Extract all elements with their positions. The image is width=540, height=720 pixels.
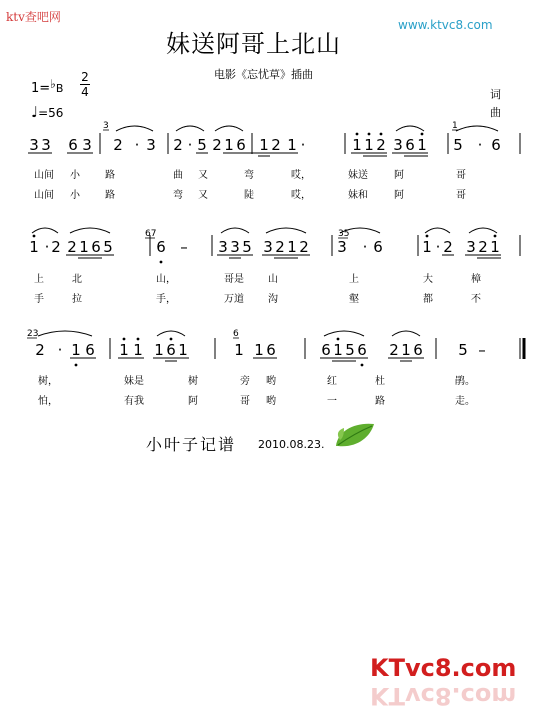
- time-bottom: 4: [81, 85, 89, 99]
- score-note: 6: [68, 136, 78, 154]
- score-note: 6: [85, 341, 95, 359]
- score-note: 1: [401, 341, 411, 359]
- score-note: 1: [133, 341, 143, 359]
- score-note: 5: [453, 136, 463, 154]
- lyric-syllable: 陡: [244, 190, 254, 201]
- score-note: 6: [373, 238, 383, 256]
- score-note: 5: [103, 238, 113, 256]
- lyric-syllable: 哎，: [291, 170, 311, 181]
- score-note: 6: [491, 136, 501, 154]
- score-note: 1: [224, 136, 234, 154]
- lyric-syllable: 又: [198, 170, 208, 181]
- transcriber-signature: 小叶子记谱: [146, 435, 237, 454]
- score-note: 1: [352, 136, 362, 154]
- lyric-syllable: 又: [198, 190, 208, 201]
- score-note: 3: [230, 238, 240, 256]
- grace-note: 1: [452, 121, 458, 131]
- octave-dot-high: [137, 338, 140, 341]
- lyric-syllable: 旁: [240, 376, 250, 387]
- score-note: 1: [417, 136, 427, 154]
- slur-arc: [70, 228, 110, 233]
- octave-dot-high: [33, 235, 36, 238]
- transcription-date: 2010.08.23.: [258, 438, 325, 451]
- quarter-note-icon: ♩: [31, 103, 39, 121]
- lyric-syllable: 哥: [456, 190, 466, 201]
- lyric-syllable: 哎，: [291, 190, 311, 201]
- grace-note: 23: [27, 329, 39, 339]
- lyric-syllable: 鹃。: [455, 376, 475, 387]
- score-note: 6: [91, 238, 101, 256]
- song-subtitle: 电影《忘忧草》插曲: [214, 68, 313, 81]
- lyric-syllable: 山间: [34, 190, 54, 201]
- score-note: 1: [234, 341, 244, 359]
- score-note: 2: [275, 238, 285, 256]
- score-note: 2: [299, 238, 309, 256]
- score-note: ·: [44, 238, 50, 256]
- score-note: 1: [79, 238, 89, 256]
- slur-arc: [116, 126, 153, 131]
- score-note: 2: [173, 136, 183, 154]
- slur-arc: [157, 331, 185, 336]
- score-note: 1: [333, 341, 343, 359]
- score-note: 1: [154, 341, 164, 359]
- score-note: 3: [263, 238, 273, 256]
- score-note: 3: [41, 136, 51, 154]
- score-note: 1: [254, 341, 264, 359]
- lyric-syllable: 阿: [394, 190, 404, 201]
- credit-music: 曲: [490, 106, 501, 119]
- lyric-syllable: 红: [327, 376, 337, 387]
- lyric-syllable: 哥: [240, 396, 250, 407]
- score-note: 3: [82, 136, 92, 154]
- slur-arc: [32, 228, 58, 233]
- lyric-syllable: 壑: [349, 294, 359, 305]
- score-note: 2: [67, 238, 77, 256]
- lyric-syllable: 万道: [224, 294, 244, 305]
- score-note: 3: [466, 238, 476, 256]
- watermark-left: ktv查吧网: [6, 10, 61, 24]
- score-note: 2: [113, 136, 123, 154]
- lyric-syllable: 山: [268, 274, 278, 285]
- octave-dot-low: [160, 261, 163, 264]
- lyric-syllable: 走。: [455, 396, 475, 407]
- leaf-icon: [330, 418, 378, 452]
- score-note: 2: [271, 136, 281, 154]
- key-note: B: [55, 82, 64, 95]
- lyric-syllable: 山，: [156, 274, 176, 285]
- slur-arc: [215, 126, 243, 131]
- song-title: 妹送阿哥上北山: [166, 30, 341, 58]
- score-note: 6: [266, 341, 276, 359]
- score-note: 2: [376, 136, 386, 154]
- lyric-syllable: 阿: [394, 170, 404, 181]
- score-note: ·: [300, 136, 306, 154]
- score-note: 6: [405, 136, 415, 154]
- lyric-syllable: 哟: [266, 396, 276, 407]
- score-note: 6: [357, 341, 367, 359]
- lyric-syllable: 不: [471, 294, 481, 305]
- score-note: ·: [134, 136, 140, 154]
- grace-note: 3: [103, 121, 109, 131]
- score-note: 6: [413, 341, 423, 359]
- score-note: 1: [29, 238, 39, 256]
- score-note: 1: [287, 136, 297, 154]
- score-note: 5: [345, 341, 355, 359]
- lyric-syllable: 一: [327, 396, 337, 407]
- lyric-syllable: 树: [188, 376, 198, 387]
- lyric-syllable: 哟: [266, 376, 276, 387]
- octave-dot-high: [368, 133, 371, 136]
- slur-arc: [221, 228, 249, 233]
- score-note: ·: [187, 136, 193, 154]
- slur-arc: [456, 126, 498, 131]
- slur-arc: [392, 331, 420, 336]
- octave-dot-low: [75, 364, 78, 367]
- lyric-syllable: 哥是: [224, 274, 244, 285]
- tempo-value: =56: [38, 106, 64, 120]
- slur-arc: [425, 228, 450, 233]
- octave-dot-high: [421, 133, 424, 136]
- lyric-syllable: 杜: [375, 376, 385, 387]
- score-note: 1: [259, 136, 269, 154]
- score-note: 2: [212, 136, 222, 154]
- lyric-syllable: 大: [423, 274, 433, 285]
- lyric-syllable: 路: [105, 170, 115, 181]
- lyric-syllable: 拉: [72, 294, 82, 305]
- lyric-syllable: 沟: [268, 294, 278, 305]
- lyric-syllable: 上: [349, 274, 359, 285]
- octave-dot-high: [123, 338, 126, 341]
- grace-note: 6: [233, 329, 239, 339]
- slur-arc: [396, 126, 424, 131]
- site-logo: KTvc8.com: [370, 654, 517, 682]
- credit-lyrics: 词: [490, 88, 501, 101]
- score-note: ·: [477, 136, 483, 154]
- score-note: 1: [178, 341, 188, 359]
- lyric-syllable: 山间: [34, 170, 54, 181]
- score-note: ·: [362, 238, 368, 256]
- lyric-syllable: 小: [70, 170, 80, 181]
- lyric-syllable: 妹送: [348, 170, 368, 181]
- score-note: 2: [389, 341, 399, 359]
- score-marks: [27, 121, 524, 366]
- watermark-right: www.ktvc8.com: [398, 18, 493, 32]
- score-note: 1: [490, 238, 500, 256]
- grace-note: 35: [338, 229, 350, 239]
- slur-arc: [38, 331, 92, 336]
- score-note: 5: [242, 238, 252, 256]
- lyric-syllable: 小: [70, 190, 80, 201]
- score-note: 1: [422, 238, 432, 256]
- score-note: 1: [71, 341, 81, 359]
- score-note: 2: [35, 341, 45, 359]
- score-note: 6: [166, 341, 176, 359]
- octave-dot-high: [356, 133, 359, 136]
- score-note: 6: [236, 136, 246, 154]
- lyric-syllable: 曲: [173, 170, 183, 181]
- lyric-syllable: 树，: [38, 376, 58, 387]
- key-prefix: 1=: [31, 81, 51, 96]
- score-note: 3: [146, 136, 156, 154]
- slur-arc: [266, 228, 306, 233]
- score-note: 1: [364, 136, 374, 154]
- lyric-syllable: 弯: [244, 170, 254, 181]
- lyric-syllable: 妹和: [348, 190, 368, 201]
- score-note: 1: [287, 238, 297, 256]
- lyric-syllable: 路: [105, 190, 115, 201]
- lyric-syllable: 哥: [456, 170, 466, 181]
- score-note: 1: [119, 341, 129, 359]
- score-note: ·: [435, 238, 441, 256]
- score-note: 2: [443, 238, 453, 256]
- lyric-syllable: 妹是: [124, 376, 144, 387]
- lyric-syllable: 北: [72, 274, 82, 285]
- lyric-syllable: 阿: [188, 396, 198, 407]
- site-logo-reflection: KTvc8.com: [370, 682, 517, 710]
- lyric-syllable: 路: [375, 396, 385, 407]
- score-note: 5: [197, 136, 207, 154]
- lyric-syllable: 有我: [124, 396, 144, 407]
- lyric-syllable: 都: [423, 294, 433, 305]
- lyric-syllable: 樟: [471, 274, 481, 285]
- octave-dot-high: [426, 235, 429, 238]
- score-note: 3: [393, 136, 403, 154]
- octave-dot-high: [337, 338, 340, 341]
- score-note: 2: [478, 238, 488, 256]
- score-note: ·: [57, 341, 63, 359]
- lyric-syllable: 怕，: [38, 396, 58, 407]
- lyric-syllable: 弯: [173, 190, 183, 201]
- slur-arc: [469, 228, 497, 233]
- score-note: 3: [29, 136, 39, 154]
- lyric-syllable: 上: [34, 274, 44, 285]
- time-top: 2: [81, 70, 89, 84]
- lyric-syllable: 手，: [156, 294, 176, 305]
- score-note: 3: [337, 238, 347, 256]
- slur-arc: [176, 126, 204, 131]
- score-note: 6: [321, 341, 331, 359]
- score-note: –: [478, 341, 486, 359]
- score-note: –: [180, 238, 188, 256]
- slur-arc: [324, 331, 364, 336]
- key-flat: ♭: [50, 77, 56, 91]
- score-note: 3: [218, 238, 228, 256]
- octave-dot-high: [380, 133, 383, 136]
- score-note: 6: [156, 238, 166, 256]
- lyric-syllable: 手: [34, 294, 44, 305]
- score-note: 5: [458, 341, 468, 359]
- octave-dot-low: [361, 364, 364, 367]
- score-note: 2: [51, 238, 61, 256]
- octave-dot-high: [494, 235, 497, 238]
- grace-note: 67: [145, 229, 157, 239]
- octave-dot-high: [170, 338, 173, 341]
